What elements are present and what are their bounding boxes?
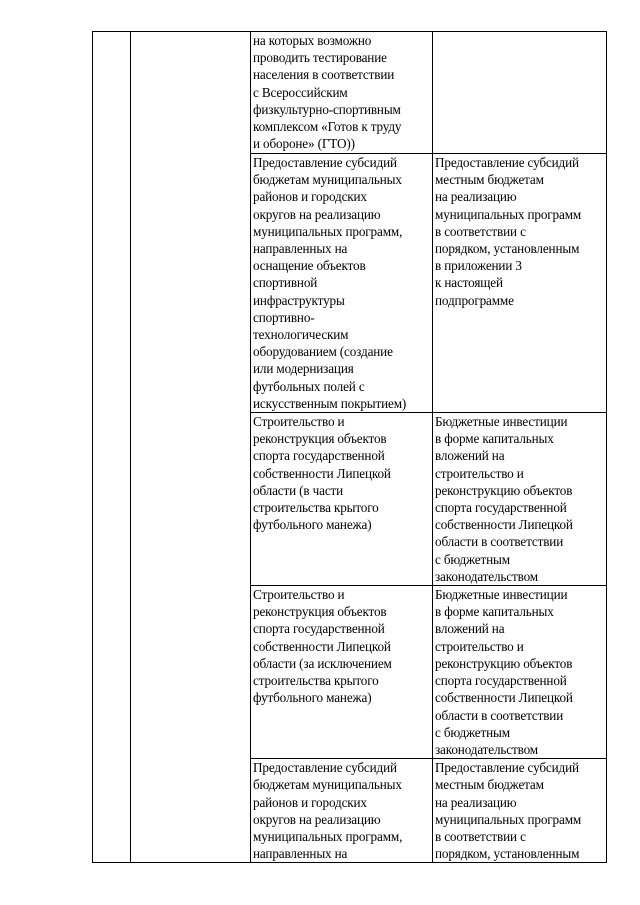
event-text: Предоставление субсидий бюджетам муниципальных районов и городских округов на реализацию муниципальных программ, направленных на оснащение объектов спортивной инфраструктуры спортивно- технологическим оборудованием (создание или модернизация футбольных полей с искусственным покрытием) (253, 155, 407, 411)
mechanism-text: Предоставление субсидий местным бюджетам на реализацию муниципальных программ в соответствии с порядком, установленным в приложении 3 к настоящей подпрограмме (435, 155, 582, 308)
table-row (93, 32, 607, 154)
mechanism-cell (433, 413, 607, 586)
event-text: на которых возможно проводить тестирование населения в соответствии с Всероссийским физкультурно-спортивным комплексом «Готов к труду и обороне» (ГТО)) (253, 33, 402, 152)
task-cell (131, 32, 251, 863)
mechanism-cell (433, 759, 607, 863)
mechanism-cell (433, 32, 607, 154)
event-cell (251, 154, 433, 413)
document-table (92, 31, 607, 863)
event-cell (251, 413, 433, 586)
mechanism-cell (433, 586, 607, 759)
mechanism-text: Предоставление субсидий местным бюджетам на реализацию муниципальных программ в соответствии с порядком, установленным (435, 760, 582, 862)
event-cell (251, 586, 433, 759)
event-text: Строительство и реконструкция объектов спорта государственной собственности Липецкой области (в части строительства крытого футбольного манежа) (253, 414, 391, 533)
event-text: Строительство и реконструкция объектов спорта государственной собственности Липецкой области (за исключением строительства крытого футбольного манежа) (253, 587, 392, 706)
number-cell (93, 32, 131, 863)
mechanism-text: Бюджетные инвестиции в форме капитальных вложений на строительство и реконструкцию объектов спорта государственной собственности Липецкой области в соответствии с бюджетным законодательством (435, 587, 573, 757)
event-cell (251, 759, 433, 863)
mechanism-text: Бюджетные инвестиции в форме капитальных вложений на строительство и реконструкцию объектов спорта государственной собственности Липецкой области в соответствии с бюджетным законодательством (435, 414, 573, 584)
event-text: Предоставление субсидий бюджетам муниципальных районов и городских округов на реализацию муниципальных программ, направленных на (253, 760, 403, 862)
mechanism-cell (433, 154, 607, 413)
event-cell (251, 32, 433, 154)
